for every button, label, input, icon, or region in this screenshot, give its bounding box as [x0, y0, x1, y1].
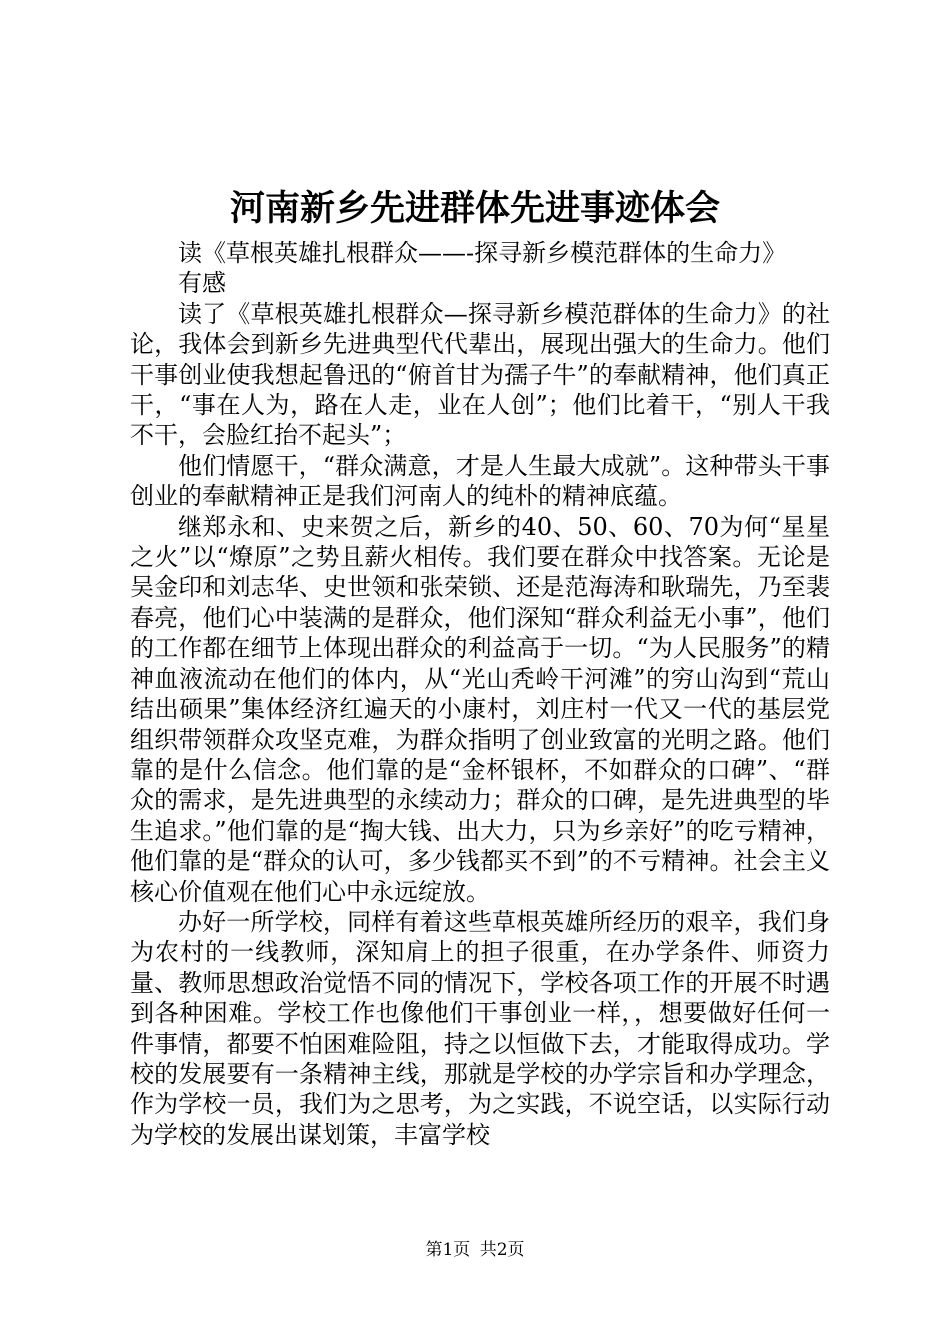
page-footer	[0, 1238, 950, 1262]
document-title: 河南新乡先进群体先进事迹体会	[229, 188, 720, 229]
page-number: 第1页	[425, 1240, 471, 1260]
subtitle-line-2: 有感	[178, 269, 226, 298]
paragraph-4: 办好一所学校，同样有着这些草根英雄所经历的艰辛，我们身为农村的一线教师，深知肩上的担子很重，在办学条件、师资力量、教师思想政治觉悟不同的情况下，学校各项工作的开展不时遇到各种困难。学校工作也像他们干事创业一样，，想要做好任何一件事情，都要不怕困难险阻，持之以恒做下去，才能取得成功。学校的发展要有一条精神主线，那就是学校的办学宗旨和办学理念，作为学校一员，我们为之思考，为之实践，不说空话，以实际行动为学校的发展出谋划策，丰富学校	[130, 907, 830, 1149]
paragraph-1: 读了《草根英雄扎根群众—探寻新乡模范群体的生命力》的社论，我体会到新乡先进典型代代辈出，展现出强大的生命力。他们干事创业使我想起鲁迅的“俯首甘为孺子牛”的奉献精神，他们真正干，“事在人为，路在人走，业在人创”；他们比着干，“别人干我不干，会脸红抬不起头”；	[130, 299, 830, 450]
subtitle-line-1: 读《草根英雄扎根群众——-探寻新乡模范群体的生命力》	[178, 239, 787, 267]
document-body	[130, 238, 830, 1150]
page-total: 共2页	[479, 1240, 525, 1260]
paragraph-2: 他们情愿干，“群众满意，才是人生最大成就”。这种带头干事创业的奉献精神正是我们河南人的纯朴的精神底蕴。	[130, 451, 830, 511]
paragraph-3: 继郑永和、史来贺之后，新乡的40、50、60、70为何“星星之火”以“燎原”之势且薪火相传。我们要在群众中找答案。无论是吴金印和刘志华、史世领和张荣锁、还是范海涛和耿瑞先，乃至裴春亮，他们心中装满的是群众，他们深知“群众利益无小事”，他们的工作都在细节上体现出群众的利益高于一切。“为人民服务”的精神血液流动在他们的体内，从“光山秃岭干河滩”的穷山沟到“荒山结出硕果”集体经济红遍天的小康村，刘庄村一代又一代的基层党组织带领群众攻坚克难，为群众指明了创业致富的光明之路。他们靠的是什么信念。他们靠的是“金杯银杯，不如群众的口碑”、“群众的需求，是先进典型的永续动力；群众的口碑，是先进典型的毕生追求。”他们靠的是“掏大钱、出大力，只为乡亲好”的吃亏精神，他们靠的是“群众的认可，多少钱都买不到”的不亏精神。社会主义核心价值观在他们心中永远绽放。	[130, 512, 830, 906]
